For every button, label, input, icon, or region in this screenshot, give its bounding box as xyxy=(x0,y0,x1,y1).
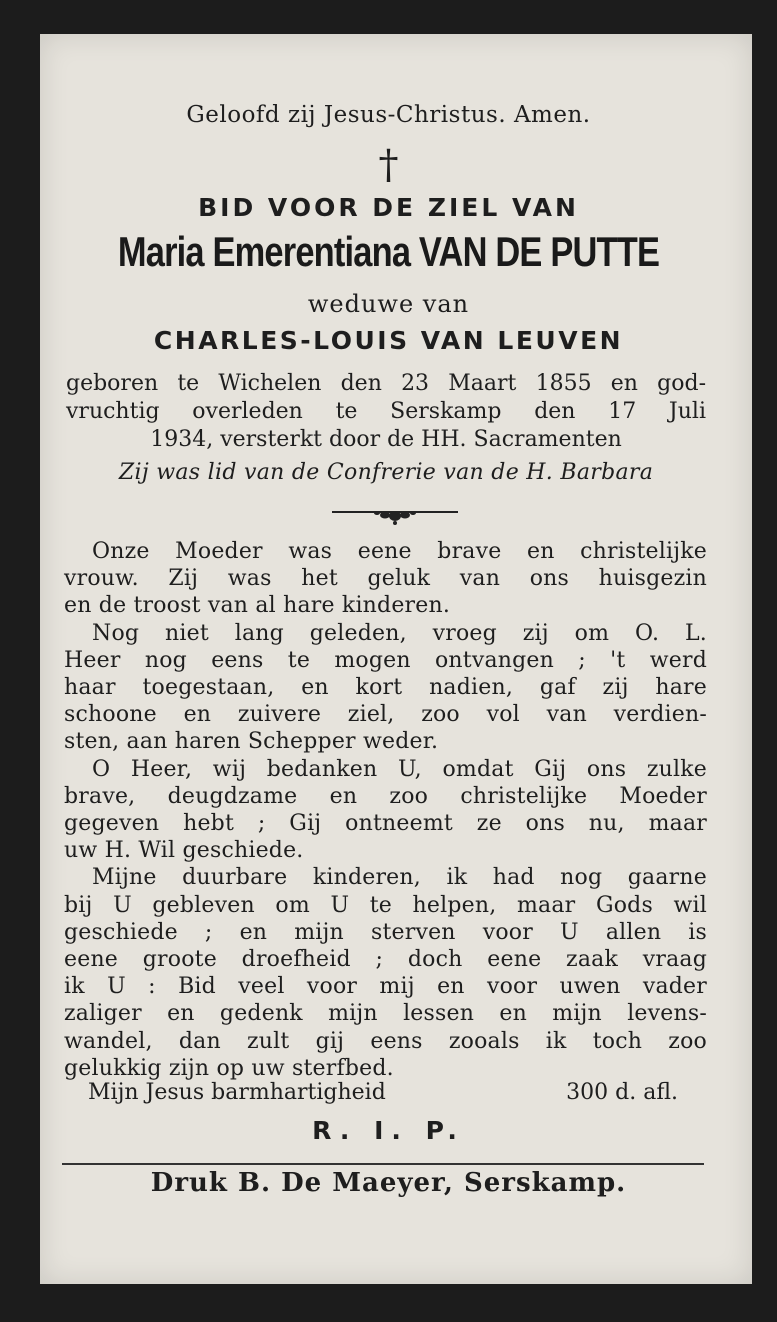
cross-icon: † xyxy=(378,142,399,188)
widow-of-label: weduwe van xyxy=(307,290,470,318)
body-line: en de troost van al hare kinderen. xyxy=(64,593,451,619)
body-line: bij U gebleven om U te helpen, maar Gods wil xyxy=(64,892,707,918)
body-line: gegeven hebt ; Gij ontneemt ze ons nu, maar xyxy=(64,811,707,837)
indulgence-note: 300 d. afl. xyxy=(566,1080,678,1105)
bio-line: 1934, versterkt door de HH. Sacramenten xyxy=(150,427,622,452)
deceased-name: Maria Emerentiana VAN DE PUTTE xyxy=(117,228,660,275)
confrerie-note: Zij was lid van de Confrerie van de H. Barbara xyxy=(118,460,654,485)
body-line: wandel, dan zult gij eens zooals ik toch zoo xyxy=(64,1028,707,1054)
bio-line: geboren te Wichelen den 23 Maart 1855 en god- xyxy=(66,371,706,396)
bio-line: vruchtig overleden te Serskamp den 17 Juli xyxy=(66,399,706,424)
body-line: geschiede ; en mijn sterven voor U allen is xyxy=(64,919,707,945)
body-line: O Heer, wij bedanken U, omdat Gij ons zulke xyxy=(92,756,707,782)
prayer-heading: BID VOOR DE ZIEL VAN xyxy=(198,193,579,222)
footer-divider xyxy=(62,1163,704,1165)
printer-credit: Druk B. De Maeyer, Serskamp. xyxy=(150,1168,627,1198)
body-line: ik U : Bid veel voor mij en voor uwen vader xyxy=(64,974,707,1000)
rip-text: R. I. P. xyxy=(312,1116,465,1145)
body-text xyxy=(64,538,707,1082)
body-line: eene groote droefheid ; doch eene zaak vraag xyxy=(64,947,707,973)
biography xyxy=(66,370,706,454)
body-line: Mijne duurbare kinderen, ik had nog gaarne xyxy=(92,865,707,891)
body-line: Heer nog eens te mogen ontvangen ; 't werd xyxy=(64,647,707,673)
body-line: uw H. Wil geschiede. xyxy=(64,838,304,864)
body-line: haar toegestaan, en kort nadien, gaf zij hare xyxy=(64,675,707,701)
body-line: vrouw. Zij was het geluk van ons huisgezin xyxy=(64,566,707,592)
body-line: Onze Moeder was eene brave en christelijke xyxy=(92,539,707,564)
body-line: zaliger en gedenk mijn lessen en mijn levens- xyxy=(64,1001,707,1027)
body-line: sten, aan haren Schepper weder. xyxy=(64,729,439,755)
body-line: schoone en zuivere ziel, zoo vol van verdien- xyxy=(64,702,707,728)
body-line: brave, deugdzame en zoo christelijke Moeder xyxy=(64,783,707,809)
body-line: Nog niet lang geleden, vroeg zij om O. L. xyxy=(92,620,707,646)
ornament-divider-icon xyxy=(330,500,460,530)
ejaculatory-prayer: Mijn Jesus barmhartigheid xyxy=(88,1080,386,1105)
body-line: gelukkig zijn op uw sterfbed. xyxy=(64,1055,394,1081)
husband-name: CHARLES-LOUIS VAN LEUVEN xyxy=(153,326,624,355)
motto: Geloofd zij Jesus-Christus. Amen. xyxy=(186,102,591,128)
